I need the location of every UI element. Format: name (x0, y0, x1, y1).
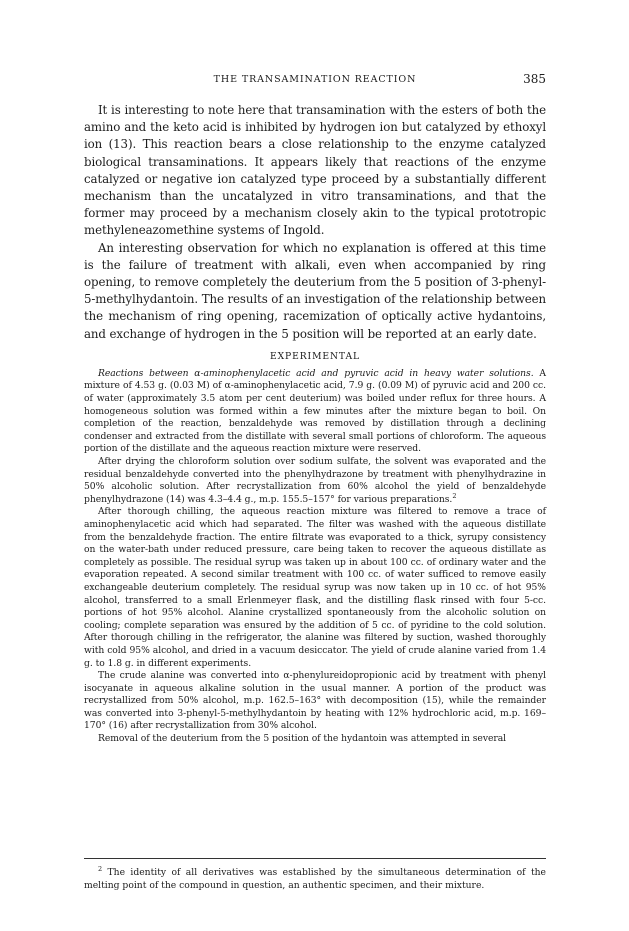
paragraph-chloroform-drying (84, 456, 546, 506)
paragraph-phenylureido-conversion: The crude alanine was converted into α-phenylureidopropionic acid by treatment with phenyl isocyanate in aqueous alkaline solution in the usual manner. A portion of the product was recrystallized from 50% alcohol, m.p. 162.5–163° with decomposition (15), while the remainder was converted into 3-phenyl-5-methylhydantoin by heating with 12% hydrochloric acid, m.p. 169–170° (16) after recrystallization from 30% alcohol. (84, 670, 546, 732)
paragraph-alanine-isolation: After thorough chilling, the aqueous reaction mixture was filtered to remove a trace of aminophenylacetic acid which had separated. The filter was washed with the aqueous distillate from the benzaldehyde fraction. The entire filtrate was evaporated to a thick, syrupy consistency on the water-bath under reduced pressure, care being taken to recover the aqueous distillate as completely as possible. The residual syrup was taken up in about 100 cc. of ordinary water and the evaporation repeated. A second similar treatment with 100 cc. of water sufficed to remove easily exchangeable deuterium completely. The residual syrup was now taken up in 10 cc. of hot 95% alcohol, transferred to a small Erlenmeyer flask, and the distilling flask rinsed with four 5-cc. portions of hot 95% alcohol. Alanine crystallized spontaneously from the alcoholic solution on cooling; complete separation was ensured by the addition of 5 cc. of pyridine to the cold solution. After thorough chilling in the refrigerator, the alanine was filtered by suction, washed thoroughly with cold 95% alcohol, and dried in a vacuum desiccator. The yield of crude alanine varied from 1.4 g. to 1.8 g. in different experiments. (84, 506, 546, 669)
paragraph-chloroform-body: After drying the chloroform solution over sodium sulfate, the solvent was evaporated and the residual benzaldehyde converted into the phenylhydrazone by treatment with phenylhydrazine in 50% alcoholic solution. After recrystallization from 60% alcohol the yield of benzaldehyde phenylhydrazone (14) was 4.3–4.4 g., m.p. 155.5–157° for various preparations. (84, 456, 546, 505)
paragraph-deuterium-removal: Removal of the deuterium from the 5 position of the hydantoin was attempted in several (98, 733, 507, 745)
body-text (84, 102, 546, 746)
footnote-divider (84, 858, 546, 859)
paragraph-transamination-catalysis: It is interesting to note here that transamination with the esters of both the amino and the keto acid is inhibited by hydrogen ion but catalyzed by ethoxyl ion (13). This reaction bears a close relationship to the enzyme catalyzed biological transaminations. It appears likely that reactions of the enzyme catalyzed or negative ion catalyzed type proceed by a substantially different mechanism than the uncatalyzed in vitro transaminations, and that the former may proceed by a mechanism closely akin to the typical prototropic methyleneazomethine systems of Ingold. (84, 103, 546, 238)
page-number: 385 (523, 72, 546, 86)
paragraph-alkali-observation: An interesting observation for which no explanation is offered at this time is the failure of treatment with alkali, even when accompanied by ring opening, to remove completely the deuterium from the 5 position of 3-phenyl-5-methylhydantoin. The results of an investigation of the relationship between the mechanism of ring opening, racemization of optically active hydantoins, and exchange of hydrogen in the 5 position will be reported at an early date. (84, 240, 546, 341)
paragraph-reactions-heavy-water (84, 368, 546, 456)
run-in-title: Reactions between α-aminophenylacetic acid and pyruvic acid in heavy water solutions. (98, 367, 534, 379)
running-title: THE TRANSAMINATION REACTION (213, 74, 417, 85)
section-heading-experimental: EXPERIMENTAL (270, 350, 360, 362)
footnote-reference: 2 (452, 491, 457, 500)
paragraph-reactions-body: A mixture of 4.53 g. (0.03 M) of α-aminophenylacetic acid, 7.9 g. (0.09 M) of pyruvic acid and 200 cc. of water (approximately 3.5 atom per cent deuterium) was boiled under reflux for three hours. A homogeneous solution was formed within a few minutes after the mixture began to boil. On completion of the reaction, benzaldehyde was removed by distillation through a declining condenser and extracted from the distillate with several small portions of chloroform. The aqueous portion of the distillate and the aqueous reaction mixture were reserved. (84, 367, 546, 455)
footnote-text: The identity of all derivatives was established by the simultaneous determination of the melting point of the compound in question, an authentic specimen, and their mixture. (84, 867, 546, 891)
footnote-marker: 2 (98, 864, 103, 873)
footnote (84, 866, 546, 892)
running-header (84, 72, 546, 88)
